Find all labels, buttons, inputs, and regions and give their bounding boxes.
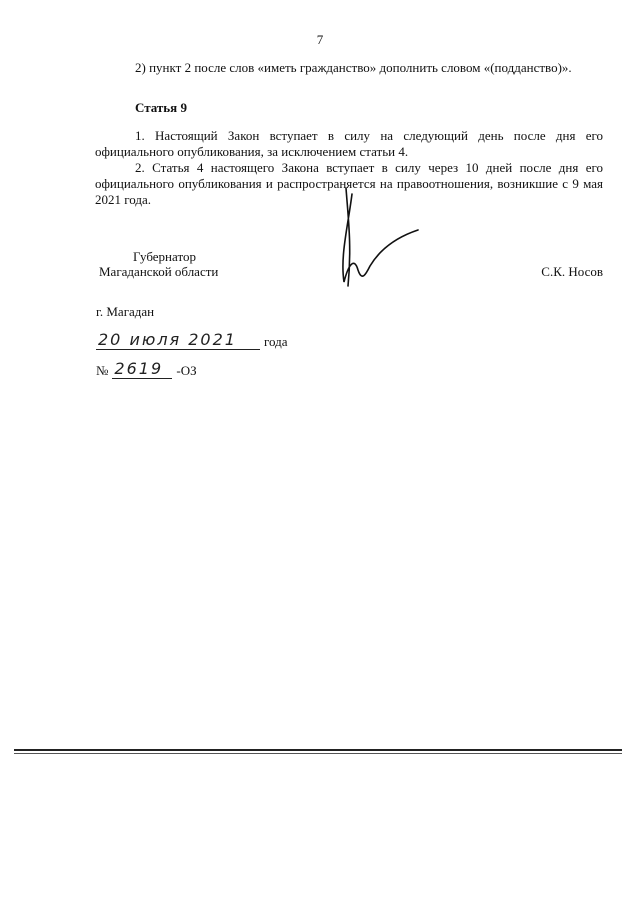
city-label: г. Магадан bbox=[96, 304, 155, 319]
bottom-rule bbox=[14, 749, 622, 751]
governor-name: С.К. Носов bbox=[541, 264, 603, 279]
bottom-rule-secondary bbox=[14, 753, 622, 754]
date-suffix: года bbox=[264, 334, 288, 349]
article-9-paragraph-2: 2. Статья 4 настоящего Закона вступает в силу через 10 дней после дня его официального опубликования и распространяется на правоотношения, возникшие с 9 мая 2021 года. bbox=[95, 160, 603, 207]
law-number-suffix: -ОЗ bbox=[176, 363, 197, 378]
page-number: 7 bbox=[316, 32, 324, 47]
number-sign: № bbox=[96, 363, 109, 378]
item-2-text: 2) пункт 2 после слов «иметь гражданство» дополнить словом «(подданство)». bbox=[135, 60, 572, 75]
signing-date bbox=[96, 332, 288, 350]
governor-title-line-1: Губернатор bbox=[133, 249, 196, 264]
law-number bbox=[96, 361, 197, 379]
article-9-title: Статья 9 bbox=[135, 100, 187, 115]
handwritten-date: 20 июля 2021 bbox=[96, 332, 260, 350]
governor-signature bbox=[318, 186, 428, 296]
governor-title-line-2: Магаданской области bbox=[99, 264, 219, 279]
handwritten-law-number: 2619 bbox=[112, 361, 172, 379]
article-9-paragraph-1: 1. Настоящий Закон вступает в силу на следующий день после дня его официального опубликования, за исключением статьи 4. bbox=[95, 128, 603, 159]
